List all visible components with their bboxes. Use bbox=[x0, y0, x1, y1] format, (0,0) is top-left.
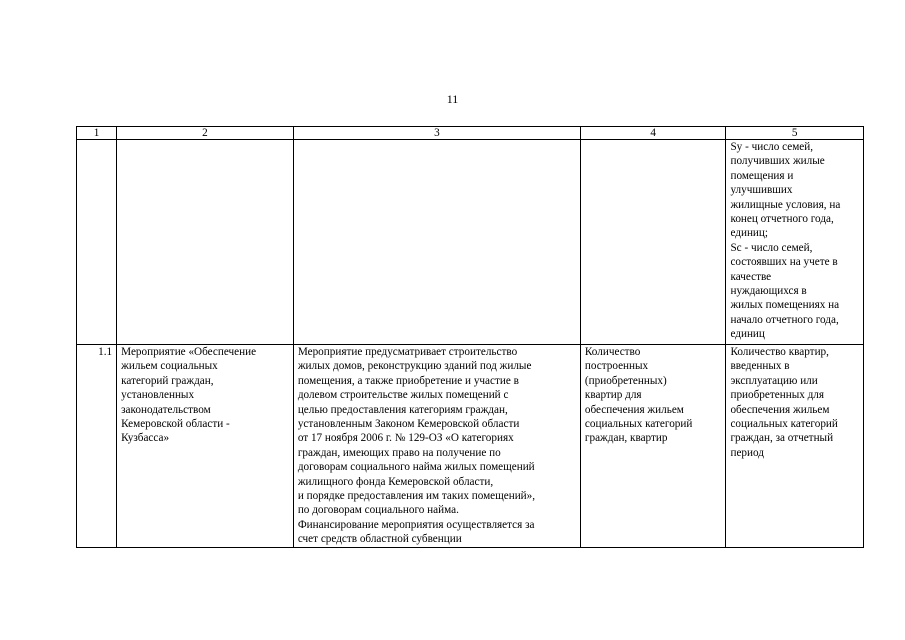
cell-indicator-method bbox=[726, 345, 864, 548]
text-line: жилищного фонда Кемеровской области, bbox=[297, 475, 494, 488]
column-header-3: 3 bbox=[293, 127, 580, 140]
text-line: период bbox=[730, 446, 764, 459]
text-line: жильем социальных bbox=[121, 360, 218, 373]
text-line: целью предоставления категориям граждан, bbox=[297, 403, 508, 416]
text-line: граждан, квартир bbox=[584, 432, 668, 445]
text-line: Количество bbox=[584, 346, 641, 358]
column-header-1: 1 bbox=[77, 127, 117, 140]
text-line: Финансирование мероприятия осуществляется за bbox=[297, 518, 535, 531]
text-line: обеспечения жильем bbox=[730, 403, 830, 416]
text-line: Мероприятие предусматривает строительство bbox=[297, 346, 518, 358]
text-line: конец отчетного года, bbox=[730, 213, 834, 226]
row-number: 1.1 bbox=[77, 345, 117, 548]
text-line: начало отчетного года, bbox=[730, 313, 839, 326]
text-line: обеспечения жильем bbox=[584, 403, 684, 416]
document-table bbox=[76, 126, 864, 548]
text-line: помещения и bbox=[730, 169, 794, 182]
text-line: и порядке предоставления им таких помещений», bbox=[297, 490, 536, 503]
text-line: Мероприятие «Обеспечение bbox=[121, 346, 257, 358]
cell-continued-col3 bbox=[293, 140, 580, 345]
text-line: квартир для bbox=[584, 389, 642, 402]
cell-continued-indicator-definitions bbox=[726, 140, 864, 345]
text-line: нуждающихся в bbox=[730, 285, 807, 298]
text-line: единиц; bbox=[730, 227, 769, 240]
text-line: жилых помещениях на bbox=[730, 299, 840, 312]
text-line: установленных bbox=[121, 389, 195, 402]
text-line: Sс - число семей, bbox=[730, 241, 813, 254]
text-line: Кузбасса» bbox=[121, 432, 170, 445]
text-line: состоявших на учете в bbox=[730, 256, 838, 269]
text-line: долевом строительстве жилых помещений с bbox=[297, 389, 509, 402]
cell-continued-col1 bbox=[77, 140, 117, 345]
table-row-continued bbox=[77, 140, 864, 345]
text-line: Количество квартир, bbox=[730, 346, 829, 358]
text-line: граждан, за отчетный bbox=[730, 432, 834, 445]
text-line: по договорам социального найма. bbox=[297, 504, 459, 517]
text-line: социальных категорий bbox=[730, 418, 838, 431]
text-line: построенных bbox=[584, 360, 649, 373]
text-line: качестве bbox=[730, 270, 772, 283]
table-row-1-1 bbox=[77, 345, 864, 548]
text-line: категорий граждан, bbox=[121, 374, 214, 387]
text-line: жилых домов, реконструкцию зданий под жилые bbox=[297, 360, 532, 373]
text-line: эксплуатацию или bbox=[730, 374, 818, 387]
cell-continued-col2 bbox=[117, 140, 294, 345]
text-line: приобретенных для bbox=[730, 389, 825, 402]
text-line: граждан, имеющих право на получение по bbox=[297, 446, 501, 459]
text-line: Sу - число семей, bbox=[730, 141, 814, 153]
text-line: социальных категорий bbox=[584, 418, 693, 431]
cell-activity-description bbox=[293, 345, 580, 548]
text-line: помещения, а также приобретение и участие в bbox=[297, 374, 519, 387]
text-line: счет средств областной субвенции bbox=[297, 533, 462, 546]
column-header-4: 4 bbox=[580, 127, 726, 140]
text-line: введенных в bbox=[730, 360, 790, 373]
cell-indicator-name bbox=[580, 345, 726, 548]
column-header-2: 2 bbox=[117, 127, 294, 140]
text-line: (приобретенных) bbox=[584, 374, 667, 387]
text-line: от 17 ноября 2006 г. № 129-ОЗ «О категориях bbox=[297, 432, 514, 445]
page-number: 11 bbox=[446, 92, 459, 106]
column-header-5: 5 bbox=[726, 127, 864, 140]
text-line: получивших жилые bbox=[730, 155, 825, 168]
cell-continued-col4 bbox=[580, 140, 726, 345]
text-line: установленным Законом Кемеровской области bbox=[297, 418, 520, 431]
text-line: единиц bbox=[730, 328, 765, 341]
text-line: договорам социального найма жилых помещений bbox=[297, 461, 535, 474]
text-line: законодательством bbox=[121, 403, 211, 416]
text-line: улучшивших bbox=[730, 184, 793, 197]
text-line: Кемеровской области - bbox=[121, 418, 230, 431]
table-header-row bbox=[77, 127, 864, 140]
text-line: жилищные условия, на bbox=[730, 198, 841, 211]
cell-activity-name bbox=[117, 345, 294, 548]
